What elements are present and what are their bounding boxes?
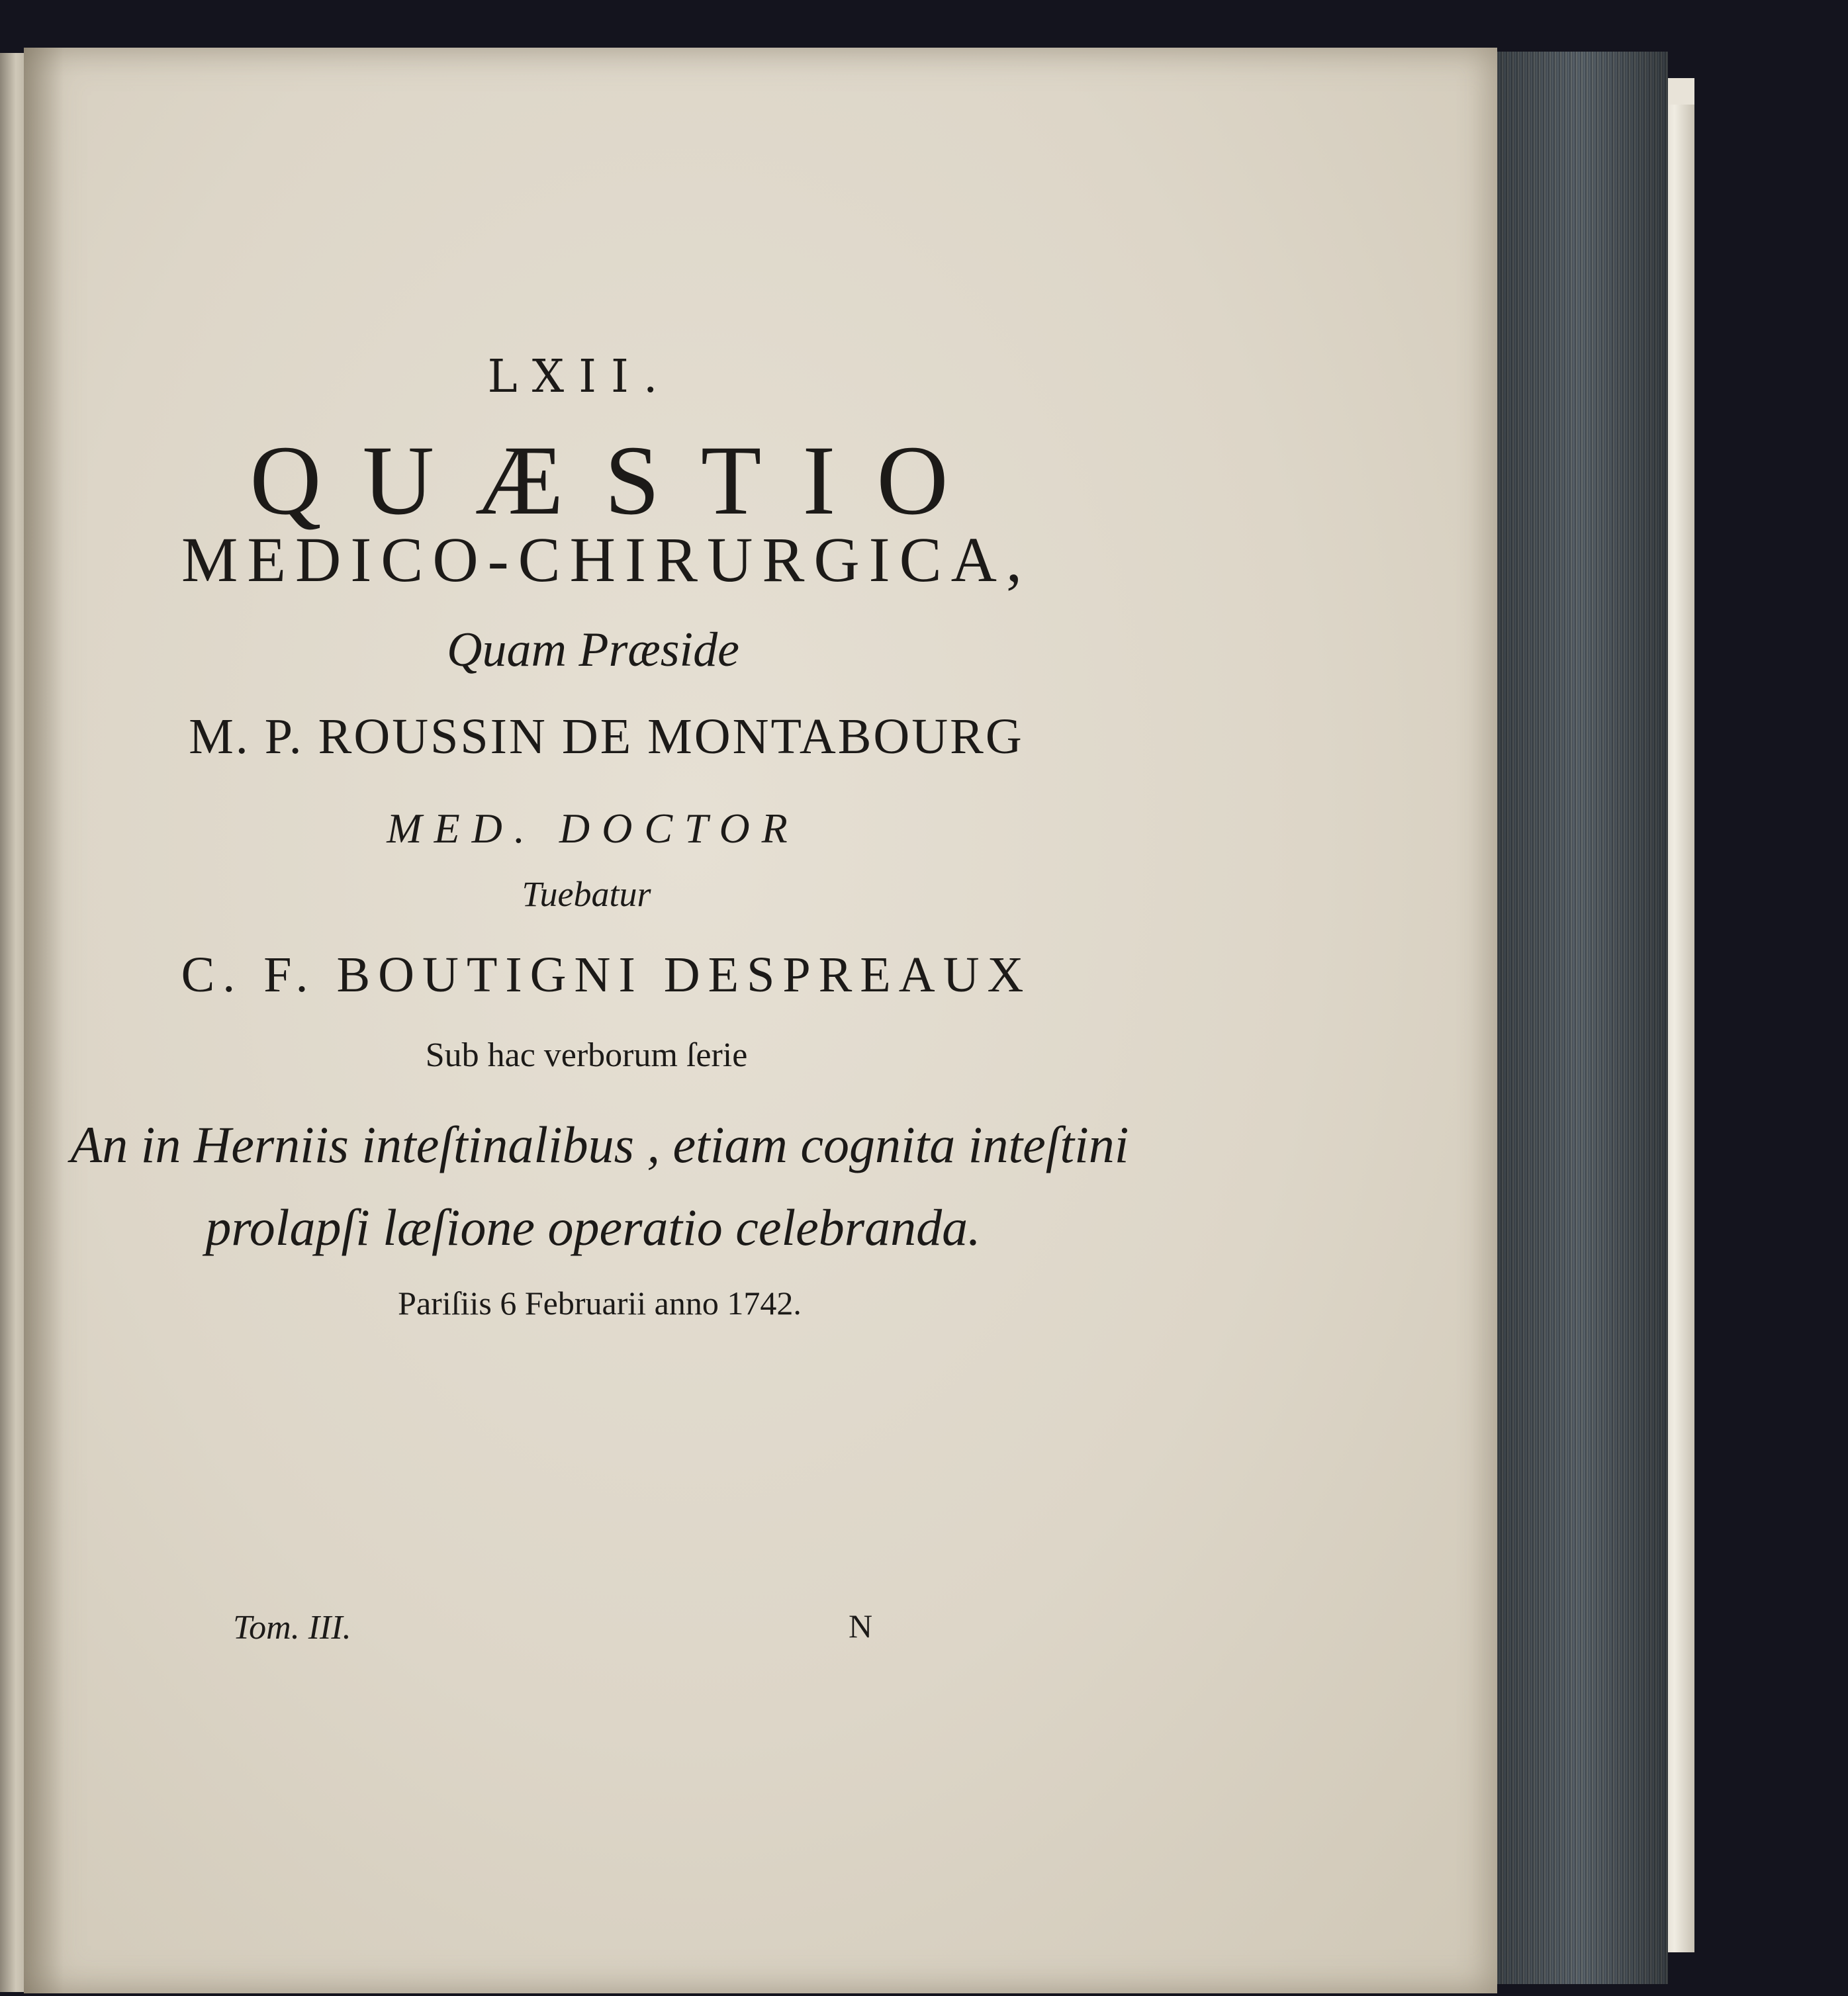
praeses-title: MED. DOCTOR	[387, 805, 800, 852]
title-page	[24, 48, 1497, 1993]
left-page-edge	[0, 53, 26, 1992]
thesis-number: LXII.	[487, 351, 672, 403]
signature-mark: N	[849, 1608, 873, 1645]
respondens-name: C. F. BOUTIGNI DESPREAUX	[181, 947, 1032, 1003]
heading-quaestio: QUÆSTIO	[250, 426, 990, 535]
praeses-name: M. P. ROUSSIN DE MONTABOURG	[189, 709, 1024, 764]
volume-mark: Tom. III.	[233, 1609, 351, 1647]
page-gutter-shadow	[24, 48, 64, 1993]
tuebatur-line: Tuebatur	[522, 874, 651, 914]
quam-praeside-line: Quam Præside	[447, 623, 739, 677]
fore-edge-shading	[1493, 52, 1668, 1984]
question-line-1: An in Herniis inteſtinalibus , etiam cognita inteſtini	[70, 1116, 1129, 1173]
sub-hac-line: Sub hac verborum ſerie	[425, 1036, 748, 1074]
question-line-2: prolapſi læſione operatio celebranda.	[205, 1199, 981, 1256]
subheading-medico-chirurgica: MEDICO-CHIRURGICA,	[181, 524, 1031, 595]
date-line: Pariſiis 6 Februarii anno 1742.	[398, 1285, 802, 1322]
